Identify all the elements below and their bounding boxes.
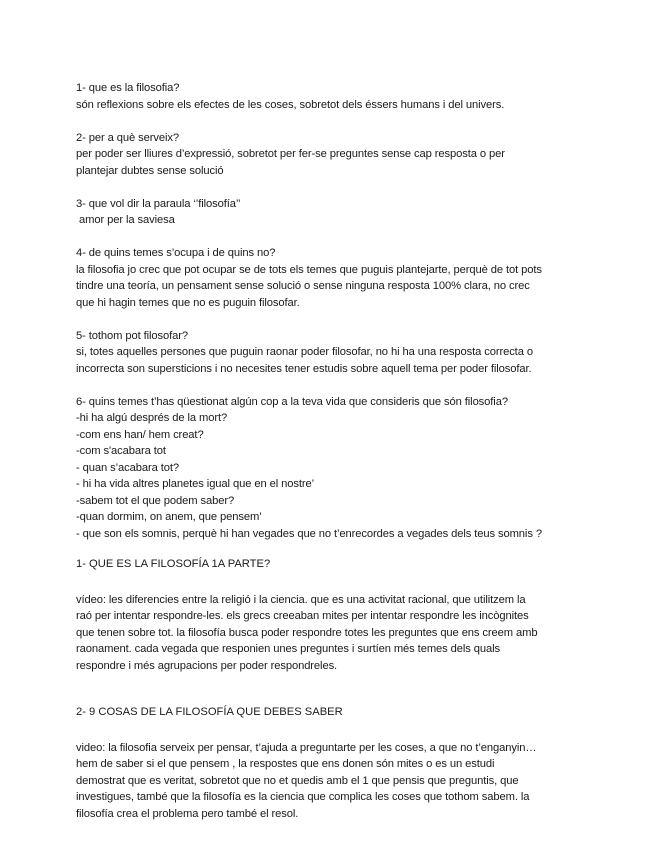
question-block-5 [76,328,596,378]
answer-5-line-2: incorrecta son supersticions i no necesites tener estudis sobre aquell tema per poder filosofar. [76,362,532,375]
part1-line-1: vídeo: les diferencies entre la religió i la ciencia. que es una activitat racional, que utilitzem la [76,593,526,606]
question-1: 1- que es la filosofia? [76,82,180,94]
answer-4-line-2: tindre una teoría, un pensament sense solució o sense ninguna resposta 100% clara, no crec [76,280,530,292]
part1-heading-block [76,556,596,573]
part1-paragraph [76,592,596,675]
part2-line-2: hem de saber si el que pensem , la respostes que ens donen són mites o es un estudi [76,758,495,770]
part2-paragraph [76,740,596,823]
question-block-4 [76,245,596,311]
part2-line-4: investigues, també que la filosofía es la ciencia que complica les coses que tothom sabem. la [76,791,530,803]
question-3: 3- que vol dir la paraula ‘’filosofía’’ [76,197,241,210]
part1-line-3: que tenen sobre tot. la filosofía busca poder respondre totes les preguntes que ens creem amb [76,626,538,639]
answer-4-line-1: la filosofia jo crec que pot ocupar se de tots els temes que puguis plantejarte, perquè de tot pots [76,263,542,276]
answer-3-line-1: amor per la saviesa [76,214,175,226]
part2-line-5: filosofía crea el problema pero també el resol. [76,807,299,820]
answer-6-line-3: -com s'acabara tot [76,445,166,457]
answer-6-line-2: -com ens han/ hem creat? [76,428,204,441]
answer-6-line-5: - hi ha vida altres planetes igual que en el nostre’ [76,478,314,490]
question-2: 2- per a què serveix? [76,131,179,144]
part1-line-5: respondre i més agrupacions per poder respondreles. [76,659,338,672]
answer-6-line-7: -quan dormim, on anem, que pensem’ [76,511,262,523]
question-5: 5- tothom pot filosofar? [76,329,189,342]
part2-line-3: demostrat que es veritat, sobretot que no et quedis amb el 1 que pensis que preguntis, que [76,774,519,787]
answer-2-line-2: plantejar dubtes sense solució [76,164,224,177]
part2-line-1: video: la filosofia serveix per pensar, t’ajuda a preguntarte per les coses, a que no t’enganyin… [76,741,537,754]
question-block-6 [76,394,596,543]
answer-1-line-1: són reflexions sobre els efectes de les coses, sobretot dels éssers humans i del univers. [76,98,505,111]
answer-5-line-1: si, totes aquelles persones que puguin raonar poder filosofar, no hi ha una resposta correcta o [76,346,533,358]
question-block-1 [76,80,596,113]
part1-line-2: raó per intentar respondre-les. els grecs creeaban mites per intentar respondre les incògnites [76,610,529,622]
part2-heading-block [76,704,596,721]
answer-6-line-6: -sabem tot el que podem saber? [76,494,235,507]
part1-heading: 1- QUE ES LA FILOSOFÍA 1A PARTE? [76,558,271,570]
answer-6-line-8: - que son els somnis, perquè hi han vegades que no t’enrecordes a vegades dels teus somnis ? [76,527,542,540]
answer-4-line-3: que hi hagin temes que no es puguin filosofar. [76,296,300,309]
answer-6-line-4: - quan s’acabara tot? [76,461,180,474]
answer-6-line-1: -hi ha algú després de la mort? [76,412,228,424]
part1-line-4: raonament. cada vegada que responien unes preguntes i surtíen més temes dels quals [76,643,501,655]
answer-2-line-1: per poder ser lliures d’expressió, sobretot per fer-se preguntes sense cap resposta o per [76,148,505,160]
part2-heading: 2- 9 COSAS DE LA FILOSOFÍA QUE DEBES SABER [76,706,343,718]
document-body [76,80,596,839]
question-block-2 [76,130,596,180]
question-block-3 [76,196,596,229]
question-4: 4- de quins temes s’ocupa i de quins no? [76,247,276,259]
question-6: 6- quins temes t’has qüestionat algún cop a la teva vida que consideris que són filosofia? [76,395,508,408]
